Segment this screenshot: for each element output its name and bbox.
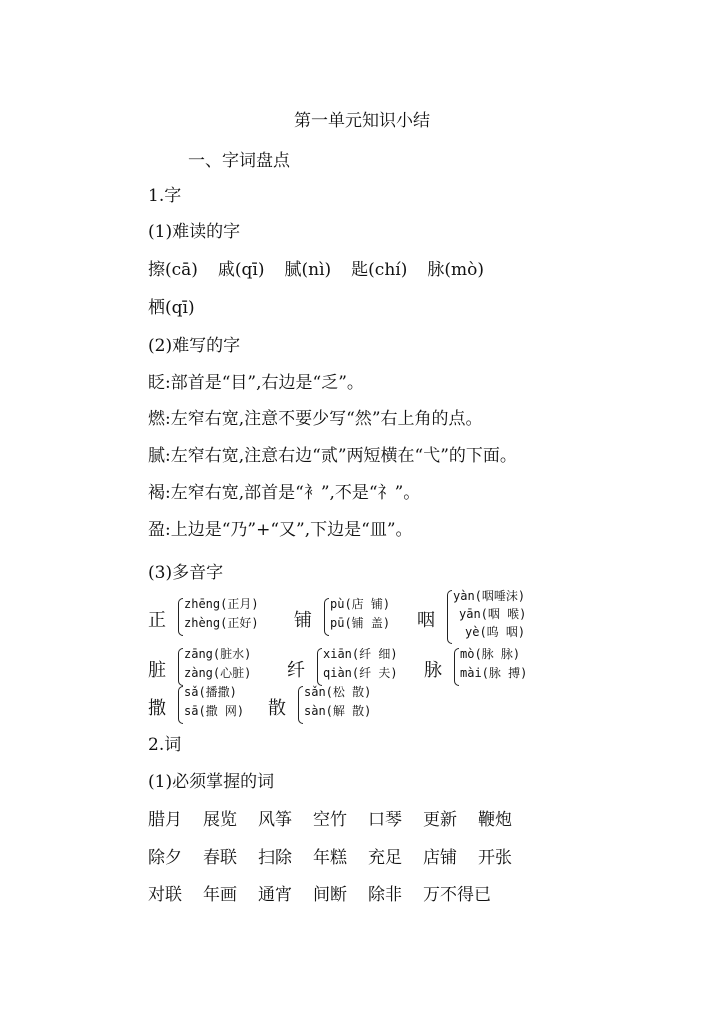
hard-write-item: 腻:左窄右宽,注意右边“贰”两短横在“弋”的下面。 xyxy=(148,446,517,466)
polyphone-char: 咽 xyxy=(417,610,435,631)
reading: yàn(咽唾沫) xyxy=(453,589,526,603)
section-heading: 一、字词盘点 xyxy=(188,151,290,171)
polyphone-pu xyxy=(294,596,404,636)
reading: pū(铺 盖) xyxy=(330,616,391,630)
word-row xyxy=(148,808,533,832)
reading: sā(撒 网) xyxy=(184,704,245,718)
hard-read-list xyxy=(148,258,504,282)
reading: zāng(脏水) xyxy=(184,647,252,661)
word: 开张 xyxy=(478,848,512,868)
polyphone-char: 散 xyxy=(268,698,286,719)
polyphone-yan xyxy=(417,588,557,644)
reading: sǎn(松 散) xyxy=(304,685,372,699)
polyphone-xian xyxy=(287,646,417,686)
word: 腊月 xyxy=(148,810,182,830)
word: 间断 xyxy=(313,885,347,905)
word: 年画 xyxy=(203,885,237,905)
hard-read-item: 腻(nì) xyxy=(284,260,332,280)
reading: zhēng(正月) xyxy=(184,597,259,611)
polyphone-heading: (3)多音字 xyxy=(148,563,224,583)
polyphone-mai xyxy=(424,646,544,686)
hard-read-item: 擦(cā) xyxy=(148,260,198,280)
brace xyxy=(178,686,183,724)
word: 通宵 xyxy=(258,885,292,905)
polyphone-char: 撒 xyxy=(148,698,166,719)
hard-read-item: 匙(chí) xyxy=(351,260,408,280)
brace xyxy=(298,686,303,724)
hard-read-item: 戚(qī) xyxy=(217,260,265,280)
word: 展览 xyxy=(203,810,237,830)
reading: sàn(解 散) xyxy=(304,704,372,718)
page-title: 第一单元知识小结 xyxy=(294,111,430,131)
reading: qiàn(纤 夫) xyxy=(323,666,398,680)
reading: yān(咽 喉) xyxy=(459,607,527,621)
brace xyxy=(178,598,183,636)
word: 对联 xyxy=(148,885,182,905)
word: 风筝 xyxy=(258,810,292,830)
brace xyxy=(324,598,329,636)
word: 除夕 xyxy=(148,848,182,868)
reading: yè(呜 咽) xyxy=(465,625,526,639)
polyphone-sa xyxy=(148,684,258,724)
polyphone-char: 纤 xyxy=(287,660,305,681)
reading: zàng(心脏) xyxy=(184,666,252,680)
reading: mò(脉 脉) xyxy=(460,647,521,661)
subheading-characters: 1.字 xyxy=(148,186,182,206)
hard-write-item: 褐:左窄右宽,部首是“衤”,不是“礻”。 xyxy=(148,483,421,503)
brace xyxy=(178,648,183,686)
brace xyxy=(454,648,459,686)
reading: pù(店 铺) xyxy=(330,597,391,611)
must-words-heading: (1)必须掌握的词 xyxy=(148,772,275,792)
word: 口琴 xyxy=(368,810,402,830)
word: 除非 xyxy=(368,885,402,905)
word-row xyxy=(148,846,533,870)
word: 万不得已 xyxy=(423,885,491,905)
brace xyxy=(447,590,452,644)
reading: sǎ(播撒) xyxy=(184,685,237,699)
hard-write-heading: (2)难写的字 xyxy=(148,336,241,356)
word: 鞭炮 xyxy=(478,810,512,830)
brace xyxy=(317,648,322,686)
word: 店铺 xyxy=(423,848,457,868)
hard-read-extra: 栖(qī) xyxy=(148,298,195,318)
hard-write-item: 眨:部首是“目”,右边是“乏”。 xyxy=(148,373,364,393)
word: 更新 xyxy=(423,810,457,830)
word-row xyxy=(148,883,512,907)
word: 春联 xyxy=(203,848,237,868)
reading: mài(脉 搏) xyxy=(460,666,528,680)
word: 充足 xyxy=(368,848,402,868)
polyphone-zang xyxy=(148,646,288,686)
hard-read-item: 脉(mò) xyxy=(427,260,484,280)
reading: zhèng(正好) xyxy=(184,616,259,630)
subheading-words: 2.词 xyxy=(148,735,182,755)
polyphone-san xyxy=(268,684,388,724)
polyphone-char: 铺 xyxy=(294,610,312,631)
polyphone-char: 脉 xyxy=(424,660,442,681)
polyphone-char: 脏 xyxy=(148,660,166,681)
word: 扫除 xyxy=(258,848,292,868)
hard-write-item: 盈:上边是“乃”+“又”,下边是“皿”。 xyxy=(148,520,413,540)
reading: xiān(纤 细) xyxy=(323,647,398,661)
hard-write-item: 燃:左窄右宽,注意不要少写“然”右上角的点。 xyxy=(148,409,483,429)
word: 空竹 xyxy=(313,810,347,830)
polyphone-char: 正 xyxy=(148,610,166,631)
polyphone-zheng xyxy=(148,596,288,636)
word: 年糕 xyxy=(313,848,347,868)
hard-read-heading: (1)难读的字 xyxy=(148,222,241,242)
